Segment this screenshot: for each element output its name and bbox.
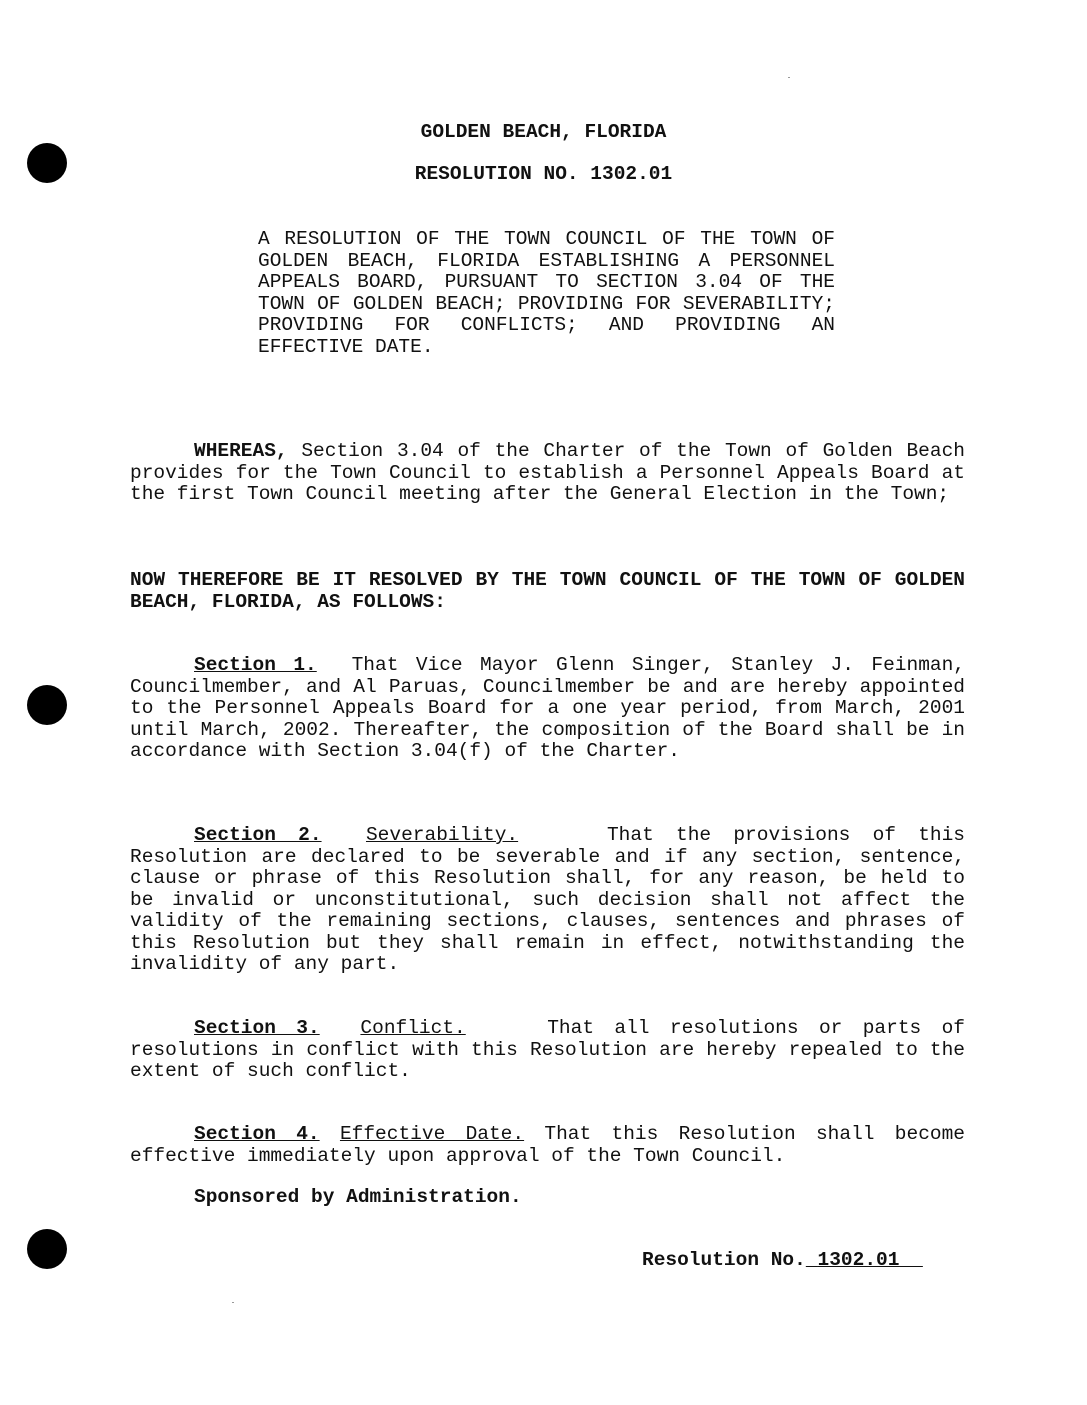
section-4-heading: Effective Date. (339, 1123, 525, 1145)
section-3-heading: Conflict. (360, 1017, 466, 1039)
punch-hole-bottom (27, 1229, 67, 1269)
section-2-text: That the provisions of this Resolution are declared to be severable and if any section, sentence, clause or phrase of this Resolution shall, for any reason, be held to be invalid or unconstitutional, such decision shall not affect the validity of the remaining sections, clauses, sentences and phrases of this Resolution but they shall remain in effect, notwithstanding the invalidity of any part. (130, 824, 965, 975)
town-heading: GOLDEN BEACH, FLORIDA (420, 121, 667, 143)
whereas-lead: WHEREAS, (194, 440, 288, 462)
section-1 (130, 655, 965, 763)
resolution-title: A RESOLUTION OF THE TOWN COUNCIL OF THE TOWN OF GOLDEN BEACH, FLORIDA ESTABLISHING A PERSONNEL APPEALS BOARD, PURSUANT TO SECTION 3.04 OF THE TOWN OF GOLDEN BEACH; PROVIDING FOR SEVERABILITY; PROVIDING FOR CONFLICTS; AND PROVIDING AN EFFECTIVE DATE. (258, 228, 835, 358)
whereas-paragraph (130, 441, 965, 506)
section-2-heading: Severability. (365, 824, 519, 846)
section-3-label: Section 3. (194, 1017, 320, 1039)
section-3 (130, 1018, 965, 1083)
section-2 (130, 825, 965, 976)
resolution-number-heading: RESOLUTION NO. 1302.01 (414, 163, 673, 185)
section-4-text: That this Resolution shall become effective immediately upon approval of the Town Council. (130, 1123, 965, 1167)
footer-number: 1302.01 (817, 1249, 900, 1271)
footer-resolution-number (642, 1250, 923, 1272)
section-3-text: That all resolutions or parts of resolutions in conflict with this Resolution are hereby repealed to the extent of such conflict. (130, 1017, 965, 1082)
sponsor-line: Sponsored by Administration. (194, 1186, 522, 1208)
whereas-text: Section 3.04 of the Charter of the Town of Golden Beach provides for the Town Council to establish a Personnel Appeals Board at the first Town Council meeting after the General Election in the Town; (130, 440, 965, 505)
punch-hole-middle (27, 685, 67, 725)
section-4 (130, 1124, 965, 1167)
footer-label: Resolution No. (642, 1249, 806, 1271)
resolved-clause: NOW THEREFORE BE IT RESOLVED BY THE TOWN COUNCIL OF THE TOWN OF GOLDEN BEACH, FLORIDA, AS FOLLOWS: (130, 569, 965, 613)
section-1-label: Section 1. (194, 654, 317, 676)
scan-speck (788, 77, 790, 78)
scan-speck (232, 1302, 234, 1303)
section-2-label: Section 2. (194, 824, 322, 846)
section-1-text: That Vice Mayor Glenn Singer, Stanley J. Feinman, Councilmember, and Al Paruas, Councilmember be and are hereby appointed to the Personnel Appeals Board for a one year period, from March, 2001 until March, 2002. Thereafter, the composition of the Board shall be in accordance with Section 3.04(f) of the Charter. (130, 654, 965, 762)
section-4-label: Section 4. (194, 1123, 320, 1145)
